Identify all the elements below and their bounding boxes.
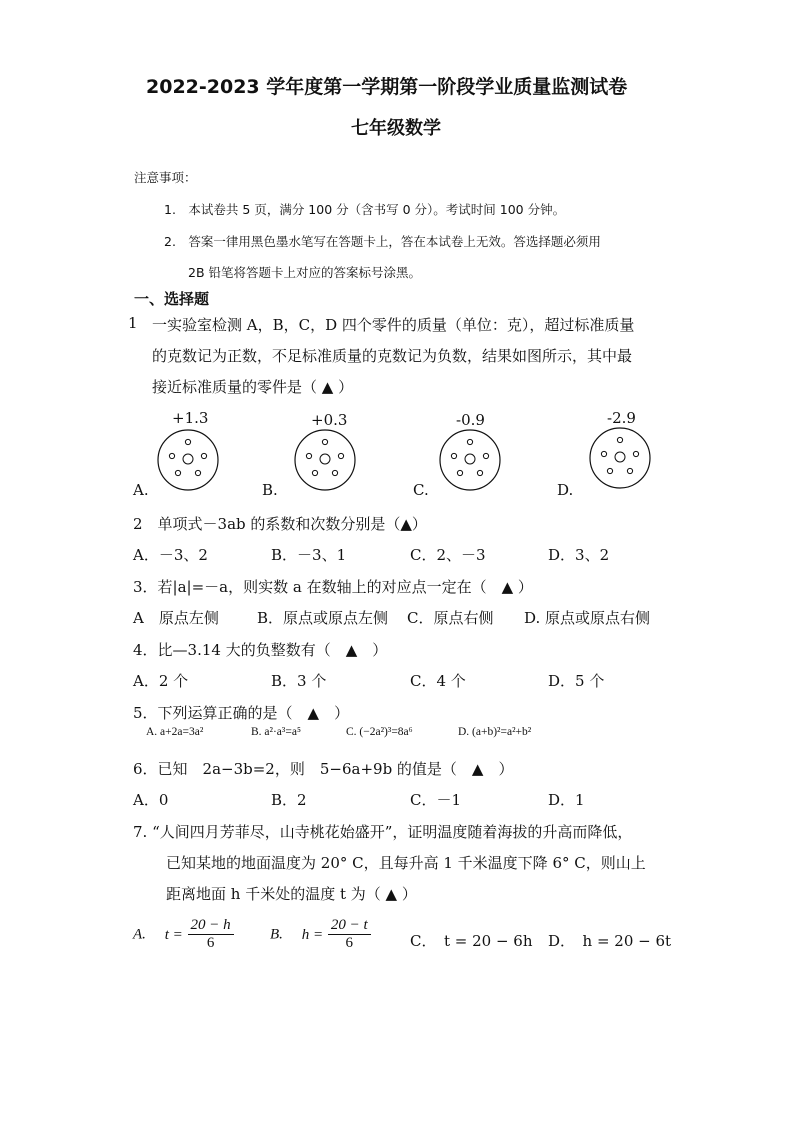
q1-line-2: 的克数记为正数，不足标准质量的克数记为负数，结果如图所示，其中最 [152,347,633,365]
q3-option-b: B．原点或原点左侧 [257,609,389,627]
q2-option-b: B．－3、1 [271,546,347,564]
q7-line-1: 7. “人间四月芳菲尽，山寺桃花始盛开”，证明温度随着海拔的升高而降低， [133,823,633,841]
q7-option-d: D． h = 20 − 6t [548,932,672,950]
q7-option-b-label: B. [270,926,283,943]
section-title: 一、选择题 [134,290,210,308]
q7-option-b-denominator: 6 [345,935,353,951]
q3-option-a: A 原点左侧 [133,609,219,627]
q2-option-d: D．3、2 [548,546,610,564]
q1-number: 1 [128,314,138,332]
q5-option-a: A. a+2a=3a² [146,726,204,738]
part-c-diagram [438,428,502,492]
part-a-value: +1.3 [172,409,209,427]
q4-option-c: C．4 个 [410,672,466,690]
part-a-diagram [156,428,220,492]
q3-option-c: C．原点右侧 [407,609,494,627]
q5-option-c: C. (−2a²)³=8a⁶ [346,726,413,738]
part-c-value: -0.9 [456,411,485,429]
q4-stem: 4．比—3.14 大的负整数有（ ▲ ） [133,641,388,659]
q7-option-b [270,917,371,952]
part-c-label: C. [413,481,429,499]
q6-stem: 6．已知 2a−3b=2，则 5−6a+9b 的值是（ ▲ ） [133,760,514,778]
q7-option-b-numerator: 20 − t [328,917,371,935]
part-a-label: A. [133,481,149,499]
q7-option-a [133,917,234,952]
q2-stem: 2 单项式－3ab 的系数和次数分别是（▲） [133,515,427,533]
part-d-diagram [588,426,652,490]
q3-option-d: D. 原点或原点右侧 [524,609,651,627]
notice-label: 注意事项： [134,170,197,185]
notice-item-2: 2. 答案一律用黑色墨水笔写在答题卡上，答在本试卷上无效。答选择题必须用 [164,234,601,249]
q5-option-d: D. (a+b)²=a²+b² [458,726,532,738]
q4-option-a: A．2 个 [133,672,189,690]
part-d-value: -2.9 [607,409,636,427]
q6-option-c: C．－1 [410,791,462,809]
part-d-label: D. [557,481,574,499]
q7-option-c: C． t = 20 − 6h [410,932,533,950]
q7-option-a-lhs: t = [164,926,183,943]
part-b-value: +0.3 [311,411,348,429]
q6-option-d: D．1 [548,791,585,809]
q4-option-d: D．5 个 [548,672,605,690]
q5-stem: 5．下列运算正确的是（ ▲ ） [133,704,350,722]
q6-option-a: A．0 [133,791,169,809]
notice-item-1: 1. 本试卷共 5 页，满分 100 分（含书写 0 分）。考试时间 100 分钟。 [164,202,566,217]
part-b-diagram [293,428,357,492]
exam-subtitle: 七年级数学 [351,118,441,139]
q1-line-1: 一实验室检测 A，B，C，D 四个零件的质量（单位：克），超过标准质量 [152,316,635,334]
q3-stem: 3．若|a|=－a，则实数 a 在数轴上的对应点一定在（ ▲ ） [133,578,533,596]
q7-option-a-denominator: 6 [206,935,215,951]
q5-option-b: B. a²·a³=a⁵ [251,726,301,738]
q6-option-b: B．2 [271,791,307,809]
notice-item-3: 2B 铅笔将答题卡上对应的答案标号涂黑。 [188,265,422,280]
exam-title: 2022-2023 学年度第一学期第一阶段学业质量监测试卷 [146,76,628,98]
q2-option-c: C．2、－3 [410,546,486,564]
q7-option-b-lhs: h = [301,926,324,943]
q4-option-b: B．3 个 [271,672,327,690]
part-b-label: B. [262,481,278,499]
q7-line-2: 已知某地的地面温度为 20° C，且每升高 1 千米温度下降 6° C，则山上 [166,854,646,872]
q2-option-a: A．－3、2 [133,546,208,564]
q7-option-a-numerator: 20 − h [188,917,234,935]
q1-line-3: 接近标准质量的零件是（ ▲ ） [152,378,354,396]
q7-line-3: 距离地面 h 千米处的温度 t 为（ ▲ ） [166,885,417,903]
q7-option-a-label: A. [133,926,146,943]
